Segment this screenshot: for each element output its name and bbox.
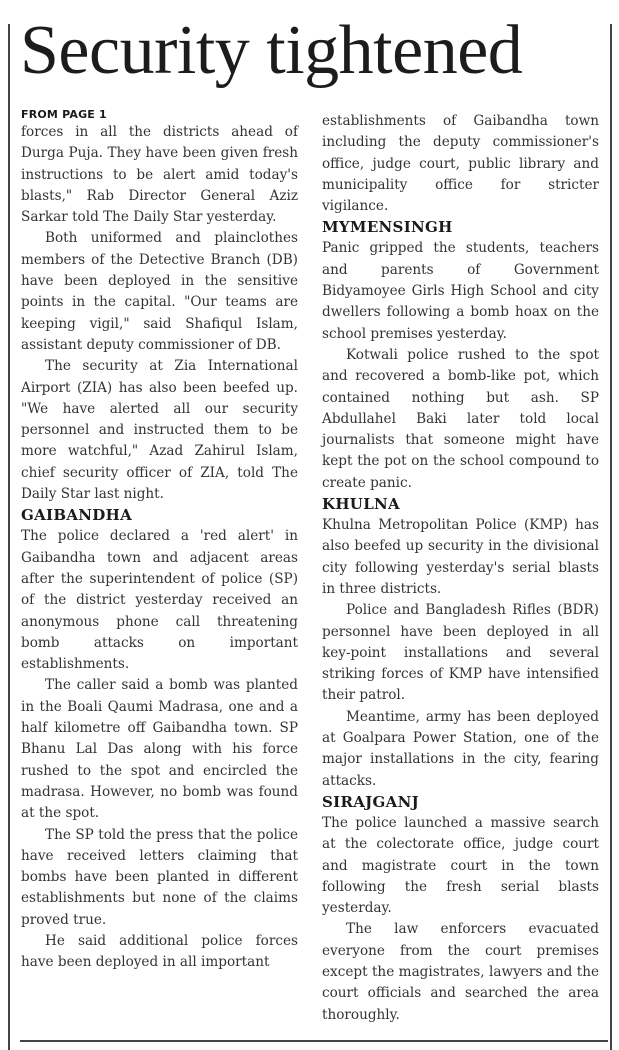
paragraph: Both uniformed and plainclothes members of the Detective Branch (DB) have been deployed in the sensitive points in the capital. "Our teams are keeping vigil," said Shafiqul Islam, assistant deputy commissioner of DB. — [21, 230, 298, 353]
paragraph: He said additional police forces have been deployed in all important — [21, 932, 298, 971]
section-subhead: KHULNA — [322, 495, 400, 514]
headline: Security tightened — [20, 12, 523, 89]
paragraph: Panic gripped the students, teachers and parents of Government Bidyamoyee Girls High School and city dwellers following a bomb hoax on the school premises yesterday. — [322, 240, 599, 342]
paragraph: Kotwali police rushed to the spot and recovered a bomb-like pot, which contained nothing but ash. SP Abdullahel Baki later told local journalists that someone might have kept the pot on the school compound to create panic. — [322, 346, 599, 491]
paragraph: The police launched a massive search at the colectorate office, judge court and magistrate court in the town following the fresh serial blasts yesterday. — [322, 814, 599, 917]
paragraph: The caller said a bomb was planted in the Boali Qaumi Madrasa, one and a half kilometre off Gaibandha town. SP Bhanu Lal Das along with his force rushed to the spot and encircled the madrasa. However, no bomb was found at the spot. — [21, 677, 298, 822]
left-column-body — [21, 122, 298, 974]
article-column-left — [21, 108, 298, 974]
paragraph: Police and Bangladesh Rifles (BDR) personnel have been deployed in all key-point installations and several striking forces of KMP have intensified their patrol. — [322, 602, 599, 704]
kicker-from-page: FROM PAGE 1 — [21, 108, 107, 121]
article-border-left — [8, 24, 10, 1050]
paragraph: Meantime, army has been deployed at Goalpara Power Station, one of the major installations in the city, fearing attacks. — [322, 708, 599, 789]
right-column-body — [322, 111, 599, 1026]
section-subhead: SIRAJGANJ — [322, 792, 420, 811]
paragraph: The SP told the press that the police have received letters claiming that bombs have been planted in different establishments but none of the claims proved true. — [21, 826, 298, 928]
paragraph: establishments of Gaibandha town including the deputy commissioner's office, judge court, public library and municipality office for stricter vigilance. — [322, 113, 599, 215]
article-column-right — [322, 111, 599, 1026]
paragraph: The security at Zia International Airport (ZIA) has also been beefed up. "We have alerted all our security personnel and instructed them to be more watchful," Azad Zahirul Islam, chief security officer of ZIA, told The Daily Star last night. — [21, 358, 298, 503]
article-bottom-rule — [20, 1040, 608, 1042]
article-border-right — [610, 24, 612, 1050]
paragraph: The police declared a 'red alert' in Gaibandha town and adjacent areas after the superintendent of police (SP) of the district yesterday received an anonymous phone call threatening bomb attacks on important establishments. — [21, 528, 298, 673]
paragraph: forces in all the districts ahead of Durga Puja. They have been given fresh instructions to be alert amid today's blasts," Rab Director General Aziz Sarkar told The Daily Star yesterday. — [21, 124, 298, 226]
paragraph: Khulna Metropolitan Police (KMP) has also beefed up security in the divisional city following yesterday's serial blasts in three districts. — [322, 517, 599, 597]
paragraph: The law enforcers evacuated everyone from the court premises except the magistrates, lawyers and the court officials and searched the area thoroughly. — [322, 921, 599, 1023]
section-subhead: GAIBANDHA — [21, 506, 133, 525]
section-subhead: MYMENSINGH — [322, 218, 453, 237]
